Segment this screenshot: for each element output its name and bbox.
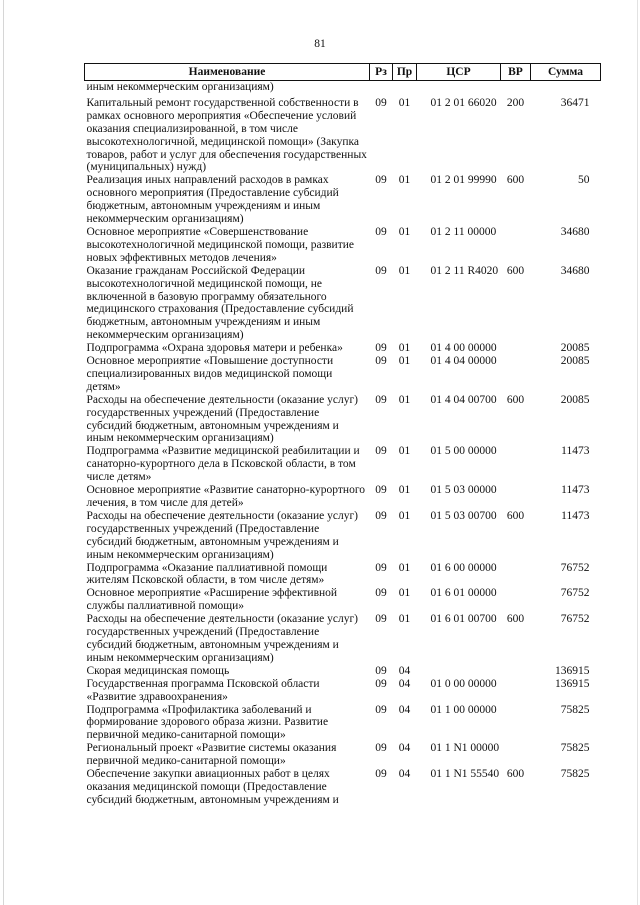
row-sum: 75825 bbox=[560, 768, 590, 781]
row-rz: 09 bbox=[375, 225, 387, 238]
row-sum: 20085 bbox=[560, 355, 590, 368]
row-sum: 76752 bbox=[560, 613, 590, 626]
row-name: Подпрограмма «Охрана здоровья матери и ребенка» bbox=[86, 342, 343, 355]
row-pr: 01 bbox=[398, 509, 411, 522]
row-rz: 09 bbox=[375, 561, 387, 574]
row-vr: 200 bbox=[506, 96, 525, 109]
scan-edge-left bbox=[3, 0, 4, 905]
row-vr bbox=[501, 678, 531, 704]
row-csr bbox=[417, 665, 501, 678]
row-rz: 09 bbox=[375, 613, 387, 626]
row-pr: 01 bbox=[398, 225, 411, 238]
row-pr: 01 bbox=[398, 355, 411, 368]
row-sum: 136915 bbox=[555, 677, 590, 690]
table-row bbox=[85, 484, 601, 510]
row-name: Скорая медицинская помощь bbox=[86, 664, 230, 677]
row-sum: 50 bbox=[578, 174, 590, 187]
row-rz: 09 bbox=[375, 703, 387, 716]
header-sum: Сумма bbox=[531, 64, 601, 81]
row-vr bbox=[501, 342, 531, 355]
row-name: Оказание гражданам Российской Федерации высокотехнологичной медицинской помощи, не включенной в базовую программу обязательного медицинского страхования (Предоставление субсидий бюджетным, автономным учреждениям и иным некоммерческим организациям) bbox=[86, 264, 354, 342]
table-row bbox=[85, 742, 601, 768]
table-row bbox=[85, 510, 601, 562]
row-name: Основное мероприятие «Повышение доступности специализированных видов медицинской помощи детям» bbox=[86, 355, 334, 393]
row-pr: 04 bbox=[398, 703, 411, 716]
row-sum: 34680 bbox=[560, 225, 590, 238]
budget-table bbox=[84, 63, 601, 807]
row-name: Подпрограмма «Профилактика заболеваний и формирование здорового образа жизни. Развитие первичной медико-санитарной помощи» bbox=[86, 703, 329, 742]
row-sum: 20085 bbox=[560, 393, 590, 406]
table-row bbox=[85, 704, 601, 743]
row-vr bbox=[501, 587, 531, 613]
row-sum: 11473 bbox=[561, 484, 590, 497]
row-sum: 75825 bbox=[560, 742, 590, 755]
table-header-row bbox=[85, 64, 601, 81]
row-sum: 11473 bbox=[561, 509, 590, 522]
row-vr: 600 bbox=[506, 264, 525, 277]
row-name: Основное мероприятие «Расширение эффективной службы паллиативной помощи» bbox=[86, 587, 338, 613]
row-vr: 600 bbox=[506, 174, 525, 187]
row-sum: 34680 bbox=[560, 264, 590, 277]
row-sum: 76752 bbox=[560, 587, 590, 600]
row-rz: 09 bbox=[375, 342, 387, 355]
row-name: Основное мероприятие «Совершенствование высокотехнологичной медицинской помощи, развитие новых эффективных методов лечения» bbox=[86, 225, 354, 264]
header-csr: ЦСР bbox=[417, 64, 501, 81]
row-name: Подпрограмма «Развитие медицинской реабилитации и санаторно-курортного дела в Псковской области, в том числе детям» bbox=[86, 445, 360, 484]
table-body bbox=[85, 81, 601, 807]
row-csr: 01 6 00 00000 bbox=[430, 561, 497, 574]
row-csr: 01 4 00 00000 bbox=[430, 342, 497, 355]
row-vr: 600 bbox=[506, 613, 525, 626]
row-rz: 09 bbox=[375, 355, 387, 368]
row-rz: 09 bbox=[375, 96, 387, 109]
row-csr: 01 2 11 00000 bbox=[430, 225, 497, 238]
table-row bbox=[85, 81, 601, 94]
row-pr: 01 bbox=[398, 484, 411, 497]
row-pr: 01 bbox=[398, 342, 411, 355]
row-rz: 09 bbox=[375, 509, 387, 522]
row-sum: 36471 bbox=[560, 96, 590, 109]
row-name: Расходы на обеспечение деятельности (оказание услуг) государственных учреждений (Предоставление субсидий бюджетным, автономным учреждениям и иным некоммерческим организациям) bbox=[86, 393, 358, 445]
row-pr: 01 bbox=[398, 264, 411, 277]
table-row bbox=[85, 226, 601, 265]
row-csr: 01 2 01 99990 bbox=[430, 174, 497, 187]
table-row bbox=[85, 265, 601, 342]
row-pr: 04 bbox=[398, 664, 411, 677]
row-csr: 01 5 03 00000 bbox=[430, 484, 497, 497]
row-vr bbox=[501, 226, 531, 265]
row-pr: 04 bbox=[398, 742, 411, 755]
row-pr: 04 bbox=[398, 768, 411, 781]
row-sum: 76752 bbox=[560, 561, 590, 574]
row-name: иным некоммерческим организациям) bbox=[86, 81, 274, 93]
row-pr: 01 bbox=[398, 96, 411, 109]
table-row bbox=[85, 768, 601, 807]
row-pr: 01 bbox=[398, 561, 411, 574]
row-pr: 01 bbox=[398, 174, 411, 187]
row-name: Основное мероприятие «Развитие санаторно-курортного лечения, в том числе для детей» bbox=[86, 484, 365, 509]
row-sum: 11473 bbox=[561, 445, 590, 458]
row-csr: 01 1 N1 55540 bbox=[430, 768, 500, 781]
table-row bbox=[85, 94, 601, 174]
table-row bbox=[85, 587, 601, 613]
row-pr: 01 bbox=[398, 445, 411, 458]
header-vr: ВР bbox=[501, 64, 531, 81]
row-vr bbox=[501, 665, 531, 678]
row-rz: 09 bbox=[375, 587, 387, 600]
row-rz: 09 bbox=[375, 677, 387, 690]
row-sum bbox=[531, 81, 601, 94]
table-row bbox=[85, 445, 601, 484]
row-vr: 600 bbox=[506, 393, 525, 406]
row-vr bbox=[501, 81, 531, 94]
row-rz: 09 bbox=[375, 445, 387, 458]
row-vr: 600 bbox=[506, 509, 525, 522]
row-vr bbox=[501, 355, 531, 394]
table-row bbox=[85, 678, 601, 704]
row-csr: 01 4 04 00000 bbox=[430, 355, 497, 368]
row-csr: 01 1 00 00000 bbox=[430, 703, 497, 716]
row-name: Региональный проект «Развитие системы оказания первичной медико-санитарной помощи» bbox=[86, 742, 337, 768]
scan-edge-right bbox=[637, 0, 638, 905]
row-name: Подпрограмма «Оказание паллиативной помощи жителям Псковской области, в том числе детям» bbox=[86, 561, 328, 587]
page-number: 81 bbox=[314, 38, 326, 50]
header-name: Наименование bbox=[85, 64, 370, 81]
row-name: Государственная программа Псковской области «Развитие здравоохранения» bbox=[86, 677, 320, 703]
row-vr bbox=[501, 562, 531, 588]
table-row bbox=[85, 394, 601, 446]
row-name: Реализация иных направлений расходов в рамках основного мероприятия (Предоставление субсидий бюджетным, автономным учреждениям и иным некоммерческим организациям) bbox=[86, 174, 339, 226]
row-pr bbox=[393, 81, 417, 94]
table-row bbox=[85, 342, 601, 355]
row-sum: 20085 bbox=[560, 342, 590, 355]
row-vr bbox=[501, 484, 531, 510]
row-csr: 01 4 04 00700 bbox=[430, 393, 497, 406]
row-pr: 01 bbox=[398, 393, 411, 406]
row-csr: 01 5 00 00000 bbox=[430, 445, 497, 458]
table-row bbox=[85, 562, 601, 588]
row-pr: 04 bbox=[398, 677, 411, 690]
row-vr bbox=[501, 445, 531, 484]
row-vr bbox=[501, 742, 531, 768]
row-rz: 09 bbox=[375, 742, 387, 755]
row-rz: 09 bbox=[375, 664, 387, 677]
header-pr: Пр bbox=[393, 64, 417, 81]
table-row bbox=[85, 355, 601, 394]
row-csr: 01 2 01 66020 bbox=[430, 96, 497, 109]
row-name: Расходы на обеспечение деятельности (оказание услуг) государственных учреждений (Предоставление субсидий бюджетным, автономным учреждениям и иным некоммерческим организациям) bbox=[86, 613, 358, 664]
row-csr: 01 1 N1 00000 bbox=[430, 742, 500, 755]
table-row bbox=[85, 665, 601, 678]
row-rz: 09 bbox=[375, 393, 387, 406]
row-vr bbox=[501, 704, 531, 743]
table-row bbox=[85, 613, 601, 665]
row-name: Расходы на обеспечение деятельности (оказание услуг) государственных учреждений (Предоставление субсидий бюджетным, автономным учреждениям и иным некоммерческим организациям) bbox=[86, 509, 358, 561]
row-rz: 09 bbox=[375, 174, 387, 187]
row-sum: 136915 bbox=[555, 664, 590, 677]
row-csr: 01 2 11 R4020 bbox=[430, 264, 499, 277]
row-rz: 09 bbox=[375, 484, 387, 497]
row-vr: 600 bbox=[506, 768, 525, 781]
row-csr: 01 6 01 00700 bbox=[430, 613, 497, 626]
row-rz: 09 bbox=[375, 264, 387, 277]
row-name: Обеспечение закупки авиационных работ в целях оказания медицинской помощи (Предоставление субсидий бюджетным, автономным учреждениям и bbox=[86, 768, 339, 806]
row-rz: 09 bbox=[375, 768, 387, 781]
row-pr: 01 bbox=[398, 587, 411, 600]
row-csr bbox=[417, 81, 501, 94]
table-row bbox=[85, 174, 601, 226]
row-csr: 01 5 03 00700 bbox=[430, 509, 497, 522]
row-csr: 01 6 01 00000 bbox=[430, 587, 497, 600]
row-sum: 75825 bbox=[560, 703, 590, 716]
row-name: Капитальный ремонт государственной собственности в рамках основного мероприятия «Обеспечение условий оказания специализированной, в том числе высокотехнологичной, медицинской помощи» (Закупка товаров, работ и услуг для обеспечения государственных (муниципальных) нужд) bbox=[86, 96, 367, 174]
header-rz: Рз bbox=[370, 64, 393, 81]
row-rz bbox=[370, 81, 393, 94]
row-csr: 01 0 00 00000 bbox=[430, 677, 497, 690]
row-pr: 01 bbox=[398, 613, 411, 626]
